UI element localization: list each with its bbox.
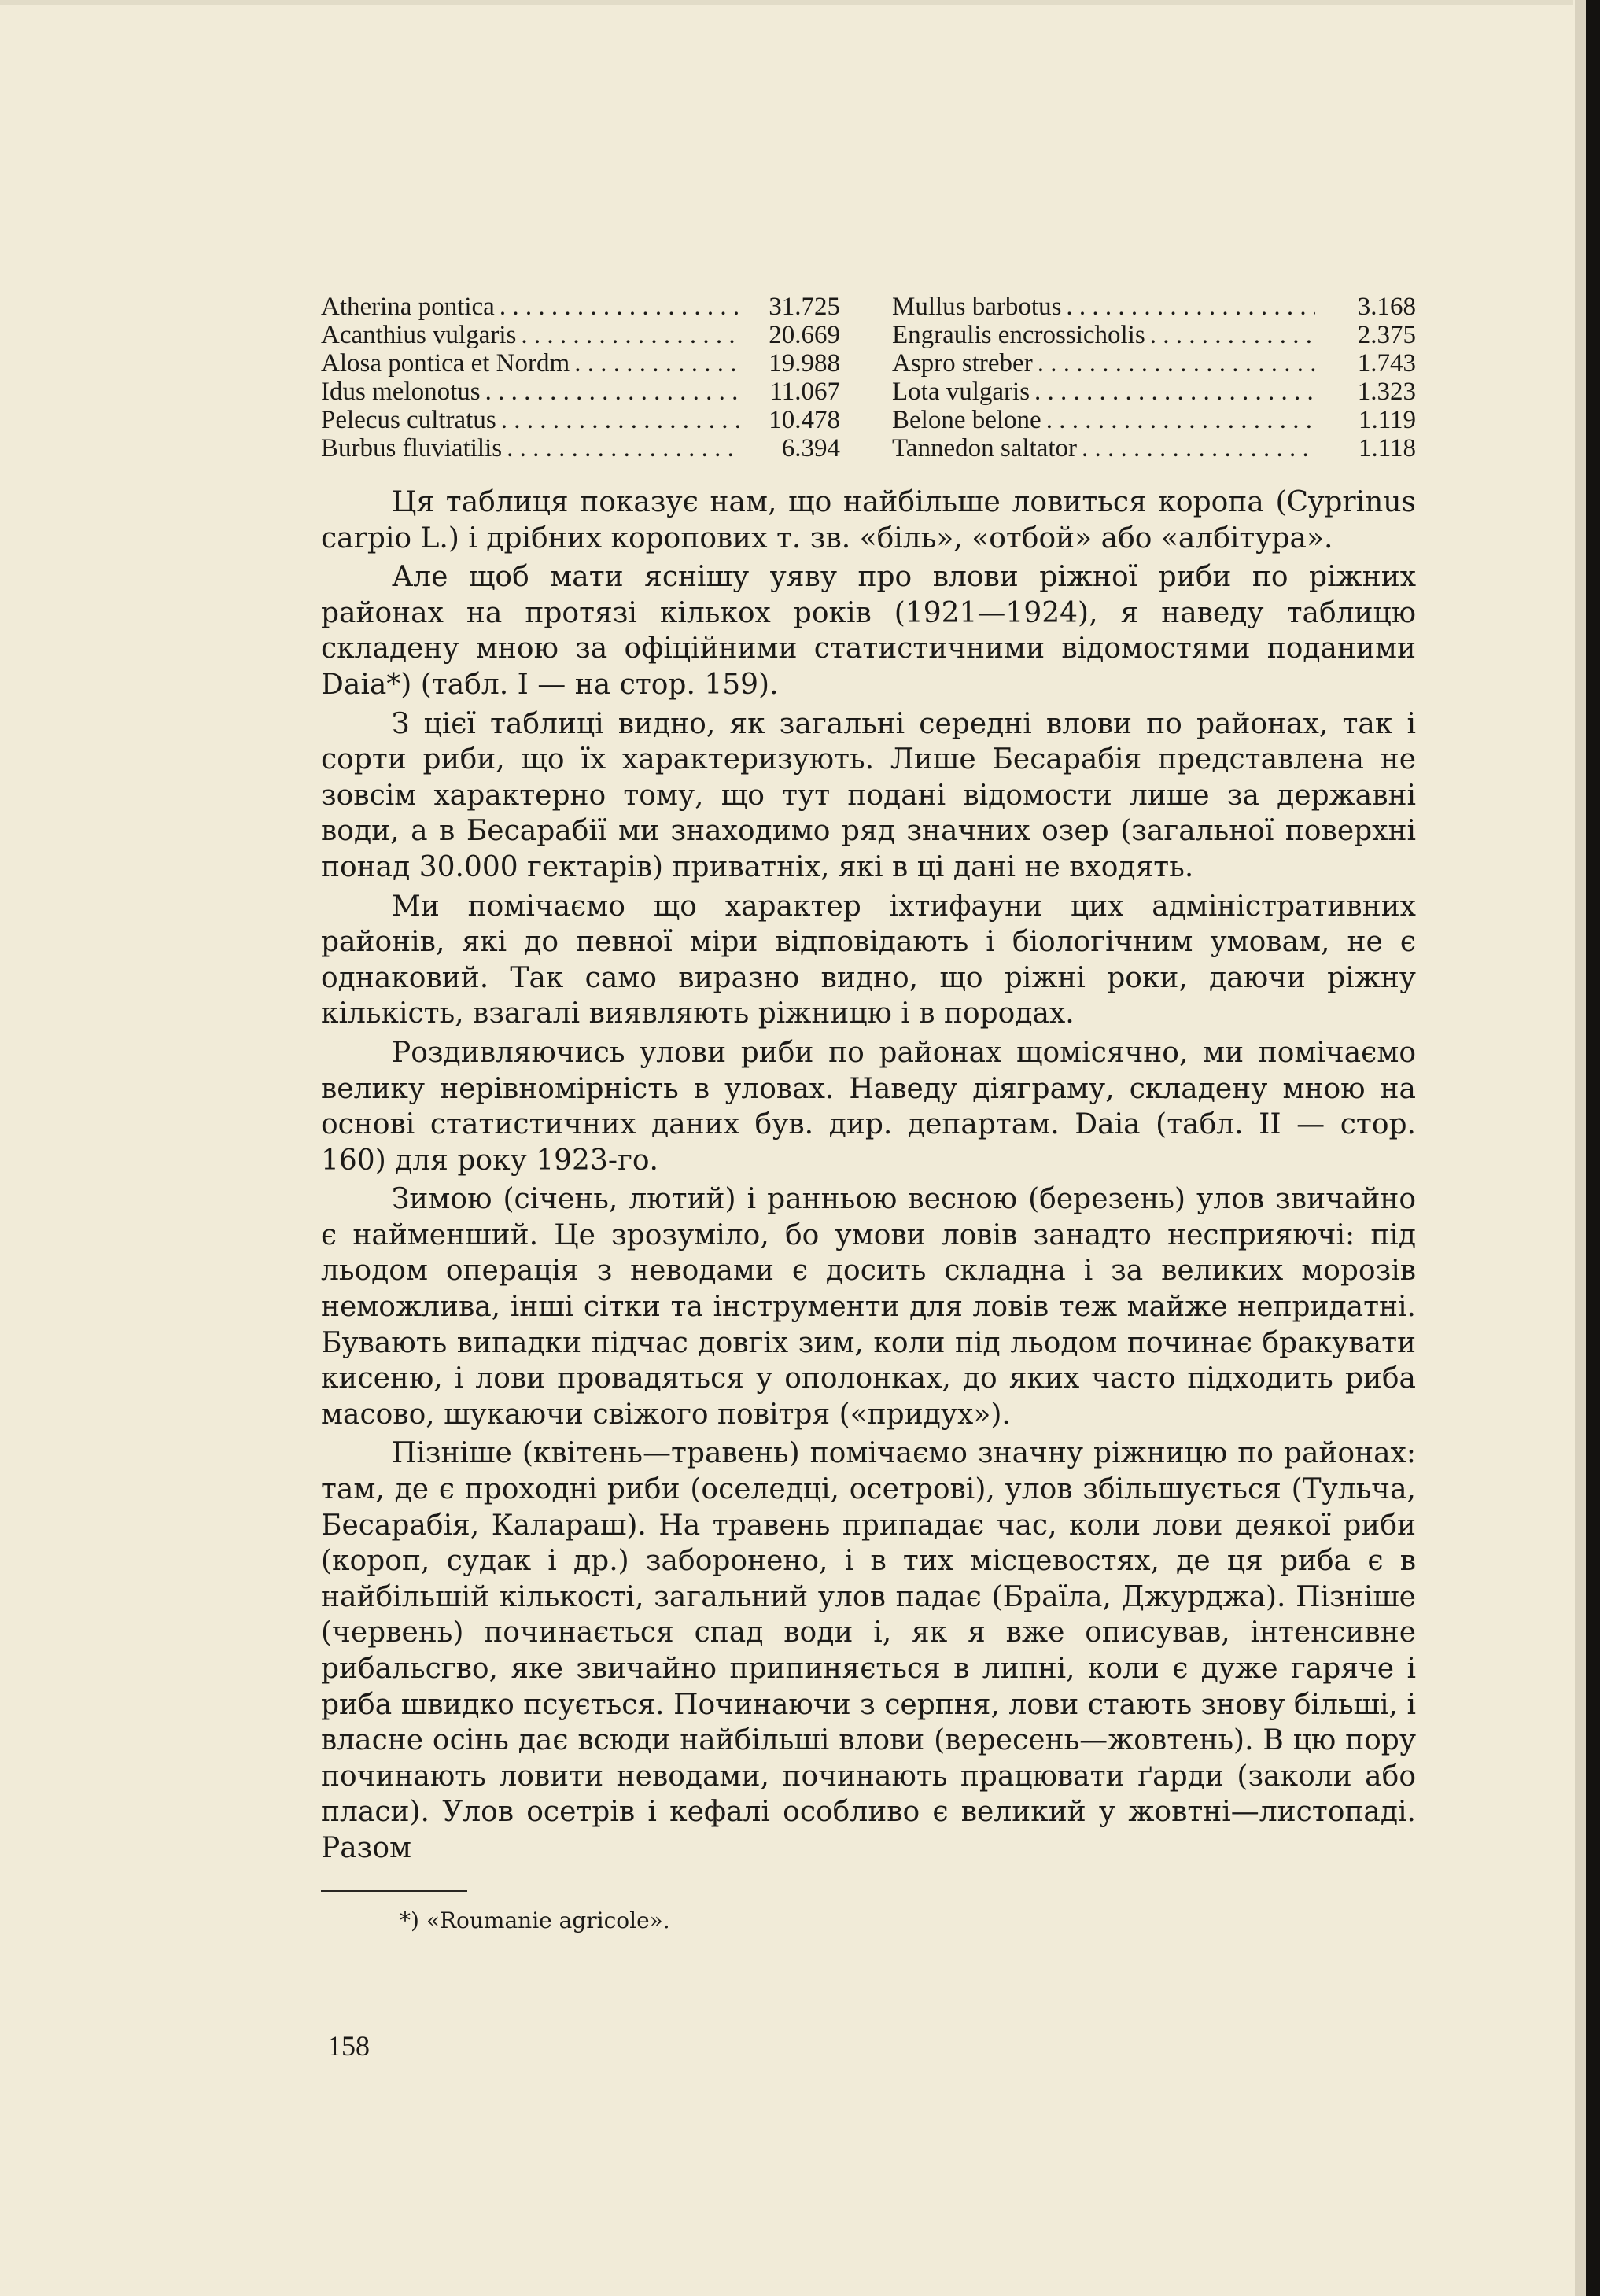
footnote: *) «Roumanie agricole». [400, 1907, 670, 1933]
scan-right-edge [1586, 0, 1600, 2296]
species-row [892, 378, 1416, 406]
species-row [321, 321, 840, 349]
species-row [892, 321, 1416, 349]
species-row [892, 406, 1416, 434]
species-name: Mullus barbotus [892, 293, 1062, 321]
species-catch-value: 1.119 [1358, 406, 1416, 434]
species-name: Burbus fluviatilis [321, 434, 503, 463]
species-catch-value: 19.988 [769, 349, 840, 378]
leader-dots [1066, 293, 1315, 321]
species-name: Tannedon saltator [892, 434, 1078, 463]
paragraph: Ця таблиця показує нам, що найбільше ловиться коропа (Cyprinus carpio L.) і дрібних коропових т. зв. «біль», «отбой» або «албітура». [321, 486, 1416, 555]
leader-dots [1046, 406, 1315, 434]
species-name: Alosa pontica et Nordm [321, 349, 570, 378]
species-catch-value: 20.669 [769, 321, 840, 349]
species-catch-value: 1.323 [1357, 378, 1416, 406]
species-catch-table [321, 293, 1416, 463]
species-name: Idus melonotus [321, 378, 481, 406]
paragraph: Ми помічаємо що характер іхтифауни цих адміністративних районів, які до певної міри відповідають і біологічним умовам, не є однаковий. Так само виразно видно, що ріжні роки, даючи ріжну кількість, взагалі виявляють ріжницю і в породах. [321, 890, 1416, 1030]
species-row [321, 434, 840, 463]
page-number: 158 [327, 2030, 370, 2062]
leader-dots [1082, 434, 1315, 463]
species-row [321, 293, 840, 321]
leader-dots [1038, 349, 1315, 378]
species-name: Acanthius vulgaris [321, 321, 517, 349]
leader-dots [485, 378, 739, 406]
species-catch-value: 31.725 [769, 293, 840, 321]
species-row [321, 349, 840, 378]
species-catch-value: 1.118 [1358, 434, 1416, 463]
species-name: Belone belone [892, 406, 1041, 434]
leader-dots [501, 406, 739, 434]
leader-dots [1150, 321, 1315, 349]
species-row [892, 293, 1416, 321]
species-catch-value: 10.478 [769, 406, 840, 434]
page-content [321, 293, 1416, 1933]
paragraph: Але щоб мати яснішу уяву про влови ріжної риби по ріжних районах на протязі кількох років (1921—1924), я наведу таблицю складену мною за офіційними статистичними відомостями поданими Daia*) (табл. I — на стор. 159). [321, 561, 1416, 701]
species-catch-value: 1.743 [1357, 349, 1416, 378]
page-edge-shadow [1575, 0, 1586, 2296]
species-catch-value: 2.375 [1357, 321, 1416, 349]
body-text [321, 485, 1416, 1867]
species-name: Atherina pontica [321, 293, 495, 321]
species-name: Pelecus cultratus [321, 406, 496, 434]
leader-dots [1034, 378, 1315, 406]
species-name: Lota vulgaris [892, 378, 1030, 406]
species-name: Aspro streber [892, 349, 1033, 378]
leader-dots [574, 349, 739, 378]
leader-dots [507, 434, 739, 463]
paragraph: Зимою (січень, лютий) і ранньою весною (березень) улов звичайно є найменший. Це зрозуміло, бо умови ловів занадто несприяючі: під льодом операція з неводами є досить складна і за великих морозів неможлива, інші сітки та інструменти для ловів теж майже непридатні. Бувають випадки підчас довгіх зим, коли під льодом починає бракувати кисеню, і лови провадяться у ополонках, до яких часто підходить риба масово, шукаючи свіжого повітря («придух»). [321, 1183, 1416, 1431]
species-name: Engraulis encrossicholis [892, 321, 1145, 349]
leader-dots [500, 293, 739, 321]
species-row [321, 378, 840, 406]
paragraph: З цієї таблиці видно, як загальні середні влови по районах, так і сорти риби, що їх характеризують. Лише Бесарабія представлена не зовсім характерно тому, що тут подані відомости лише за державні води, а в Бесарабії ми знаходимо ряд значних озер (загальної поверхні понад 30.000 гектарів) приватніх, які в ці дані не входять. [321, 707, 1416, 883]
footnote-divider [321, 1890, 467, 1892]
page-top-shade [0, 0, 1573, 5]
species-catch-value: 3.168 [1357, 293, 1416, 321]
species-table-left-column [321, 293, 840, 463]
species-catch-value: 6.394 [781, 434, 840, 463]
species-row [321, 406, 840, 434]
paragraph: Пізніше (квітень—травень) помічаємо значну ріжницю по районах: там, де є проходні риби (оселедці, осетрові), улов збільшується (Тульча, Бесарабія, Калараш). На травень припадає час, коли лови деякої риби (короп, судак і др.) заборонено, і в тих місцевостях, де ця риба є в найбільшій кількості, загальний улов падає (Браїла, Джурджа). Пізніше (червень) починається спад води і, як я вже описував, інтенсивне рибальсгво, яке звичайно припиняється в липні, коли є дуже гаряче і риба швидко псується. Починаючи з серпня, лови стають знову більші, і власне осінь дає всюди найбільші влови (вересень—жовтень). В цю пору починають ловити неводами, починають працювати ґарди (заколи або пласи). Улов осетрів і кефалі особливо є великий у жовтні—листопаді. Разом [321, 1437, 1416, 1864]
species-row [892, 349, 1416, 378]
species-catch-value: 11.067 [769, 378, 840, 406]
paragraph: Роздивляючись улови риби по районах щомісячно, ми помічаємо велику нерівномірність в уловах. Наведу діяграму, складену мною на основі статистичних даних був. дир. департам. Daia (табл. II — стор. 160) для року 1923-го. [321, 1036, 1416, 1177]
leader-dots [521, 321, 739, 349]
species-row [892, 434, 1416, 463]
species-table-right-column [892, 293, 1416, 463]
